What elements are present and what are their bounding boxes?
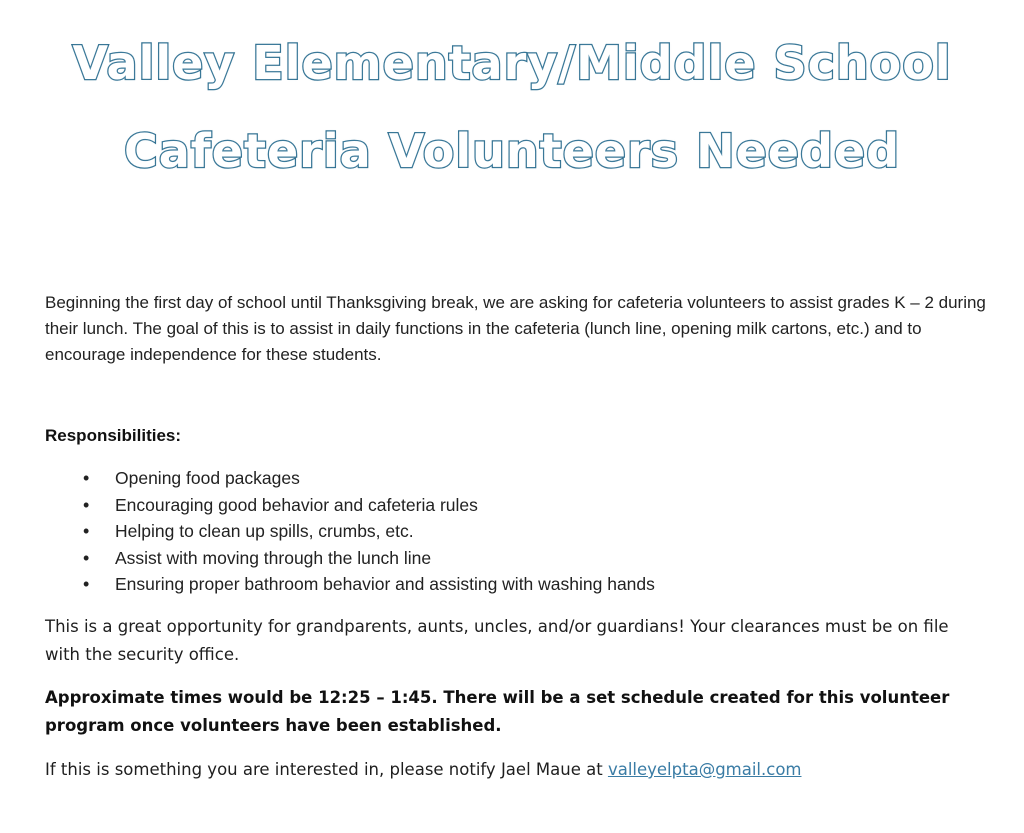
contact-paragraph [45, 756, 985, 784]
responsibilities-heading: Responsibilities: [45, 426, 182, 445]
email-link[interactable]: valleyelpta@gmail.com [607, 760, 802, 779]
responsibilities-list [45, 465, 655, 598]
times-paragraph: Approximate times would be 12:25 – 1:45. There will be a set schedule created for this volunteer program once volunteers have been established. [45, 688, 950, 735]
list-item: • Opening food packages [45, 465, 655, 492]
list-item: • Helping to clean up spills, crumbs, etc. [45, 518, 655, 545]
title-line-2: Cafeteria Volunteers Needed [123, 124, 901, 178]
list-item: • Encouraging good behavior and cafeteria rules [45, 492, 655, 519]
intro-paragraph: Beginning the first day of school until Thanksgiving break, we are asking for cafeteria volunteers to assist grades K – 2 during their lunch. The goal of this is to assist in daily functions in the cafeteria (lunch line, opening milk cartons, etc.) and to encourage independence for these students. [45, 293, 986, 364]
opportunity-paragraph: This is a great opportunity for grandparents, aunts, uncles, and/or guardians! Your clearances must be on file with the security office. [45, 617, 949, 664]
list-item: • Ensuring proper bathroom behavior and assisting with washing hands [45, 571, 655, 598]
list-item: • Assist with moving through the lunch line [45, 545, 655, 572]
title-line-1: Valley Elementary/Middle School [72, 36, 952, 90]
contact-text: If this is something you are interested in, please notify Jael Maue at [45, 760, 608, 779]
